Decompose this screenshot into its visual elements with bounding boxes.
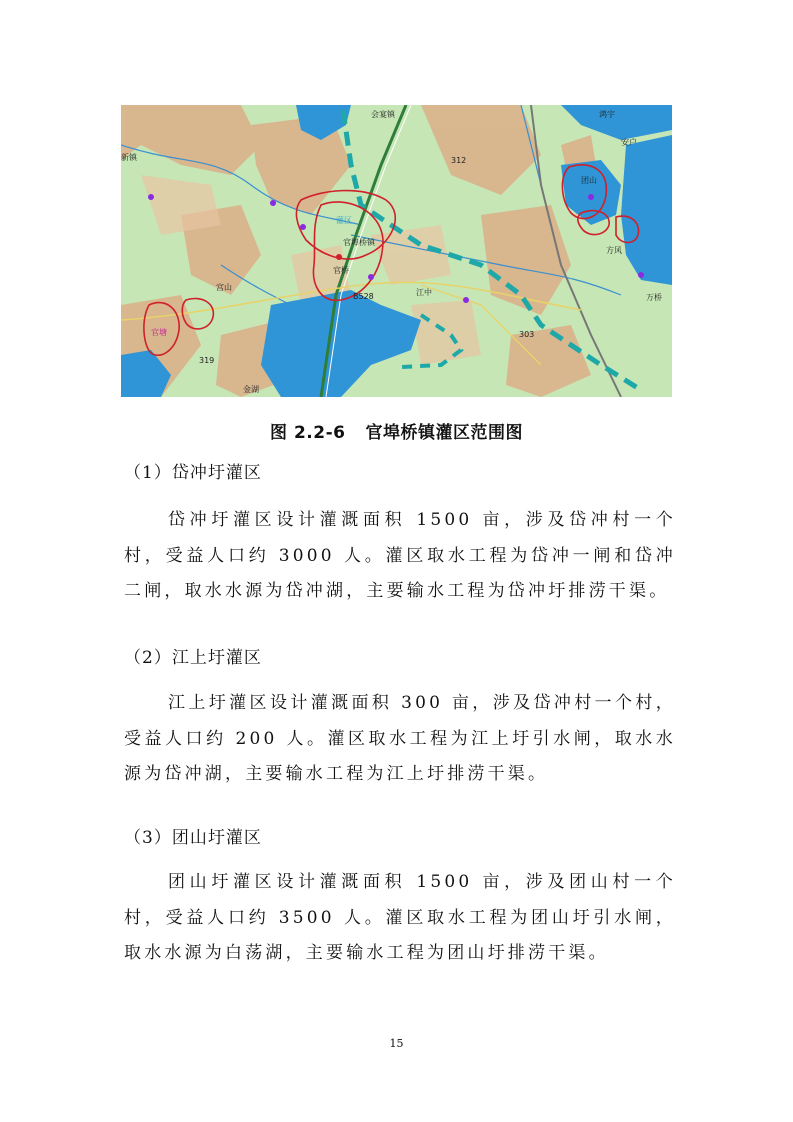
map-label-town-sub: 官桥 — [333, 266, 349, 275]
map-label-wanqiao: 万桥 — [646, 293, 662, 302]
section-paragraph-3: 团山圩灌区设计灌溉面积 1500 亩，涉及团山村一个村，受益人口约 3500 人。灌区取水工程为团山圩引水闸，取水水源为白荡湖，主要输水工程为团山圩排涝干渠。 — [124, 872, 676, 963]
map-label-peak-312: 312 — [451, 156, 467, 165]
map-label-anyu: 安户 — [621, 138, 637, 147]
map-canvas — [121, 105, 672, 397]
town-center-marker — [336, 254, 342, 260]
map-label-peak-319: 319 — [199, 356, 215, 365]
map-label-huiyan: 会宴镇 — [371, 110, 395, 119]
map-label-fangfeng: 方风 — [606, 246, 622, 255]
section-heading-1: （1）岱冲圩灌区 — [124, 463, 262, 483]
map-label-yanqu: 灌区 — [336, 216, 352, 225]
map-label-haoyu: 鸿宇 — [599, 110, 615, 119]
section-paragraph-1: 岱冲圩灌区设计灌溉面积 1500 亩，涉及岱冲村一个村，受益人口约 3000 人。灌区取水工程为岱冲一闸和岱冲二闸，取水水源为岱冲湖，主要输水工程为岱冲圩排涝干渠。 — [124, 510, 676, 601]
map-label-town-main: 官埠桥镇 — [343, 238, 375, 247]
figure-caption — [0, 418, 793, 443]
map-label-gongshan: 宫山 — [216, 283, 232, 292]
map-label-jiangzhong: 江中 — [416, 288, 432, 297]
map-label-jinhu: 金湖 — [243, 385, 259, 394]
page-number: 15 — [389, 1037, 404, 1050]
map-label-tuanshan: 团山 — [581, 176, 597, 185]
figure-number: 图 2.2-6 — [270, 423, 346, 443]
map-label-peak-303: 303 — [519, 330, 535, 339]
figure-title: 官埠桥镇灌区范围图 — [365, 423, 523, 443]
map-label-road-b: B528 — [353, 292, 374, 301]
section-heading-3: （3）团山圩灌区 — [124, 828, 262, 848]
map-label-guantang: 官塘 — [151, 328, 167, 337]
section-paragraph-2: 江上圩灌区设计灌溉面积 300 亩，涉及岱冲村一个村，受益人口约 200 人。灌区取水工程为江上圩引水闸，取水水源为岱冲湖，主要输水工程为江上圩排涝干渠。 — [124, 693, 676, 784]
section-heading-2: （2）江上圩灌区 — [124, 648, 262, 668]
map-label-xinzhen: 新镇 — [121, 153, 137, 162]
irrigation-area-map — [121, 105, 672, 397]
